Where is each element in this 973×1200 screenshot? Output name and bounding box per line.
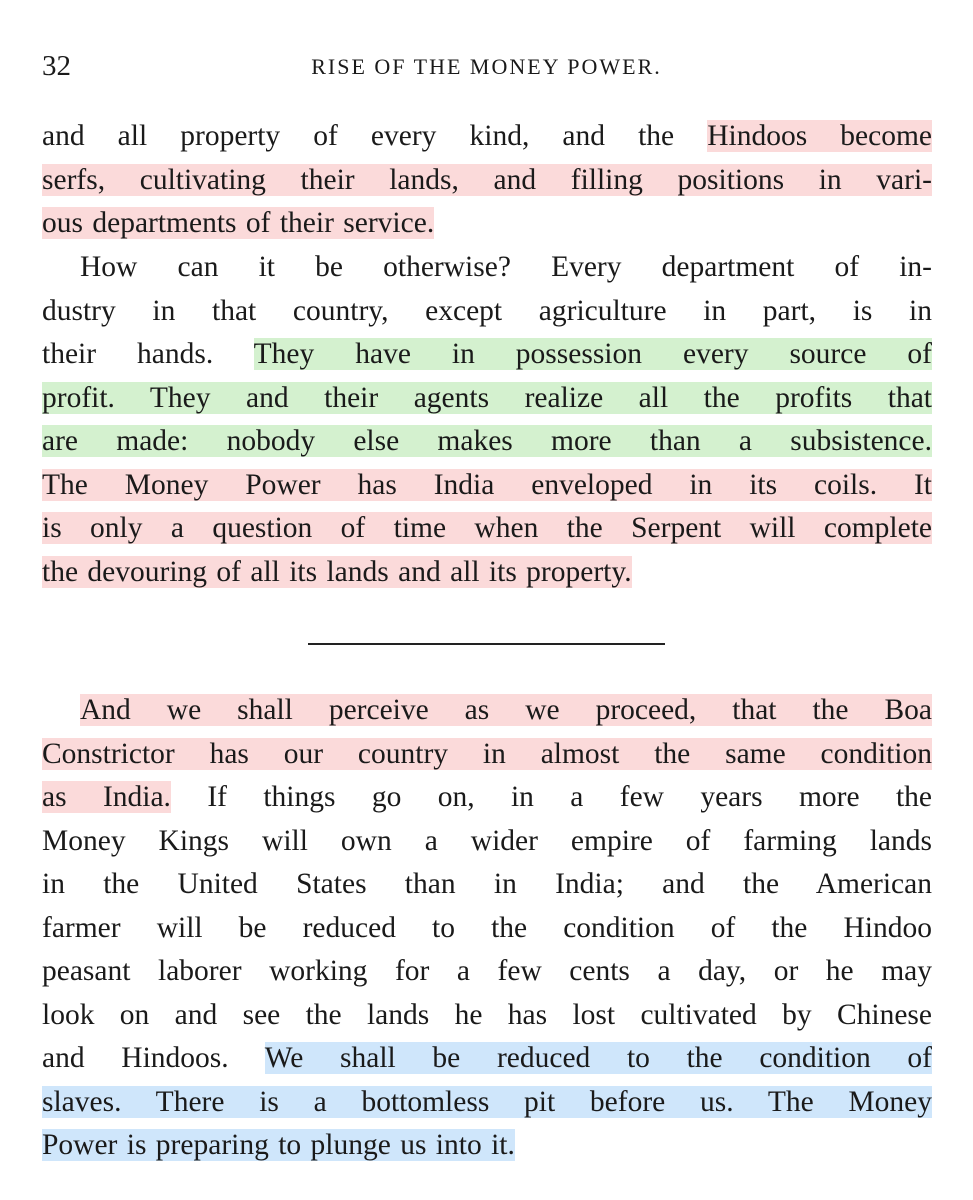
highlighted-text-blue: Power is preparing to plunge us into it.: [42, 1129, 515, 1161]
text-line: [42, 333, 932, 377]
paragraph-boa-constrictor: [42, 689, 932, 1168]
text-line: [42, 776, 932, 820]
text-line: [42, 115, 932, 159]
text-line: [42, 1081, 932, 1125]
text-line: [42, 950, 932, 994]
text-line: [42, 464, 932, 508]
text-line: [42, 377, 932, 421]
text-segment: farmer will be reduced to the condition of the Hindoo: [42, 911, 932, 944]
text-line: [42, 202, 932, 246]
highlighted-text-green: are made: nobody else makes more than a subsistence.: [42, 425, 932, 457]
text-line: [42, 1037, 932, 1081]
highlighted-text-red: The Money Power has India enveloped in its coils. It: [42, 468, 932, 501]
text-segment: and Hindoos.: [42, 1042, 265, 1074]
highlighted-text-green: profit. They and their agents realize all the profits that: [42, 381, 932, 414]
text-line: [42, 863, 932, 907]
text-line: [42, 994, 932, 1038]
text-segment: peasant laborer working for a few cents a day, or he may: [42, 955, 932, 987]
text-line: [42, 1124, 932, 1168]
paragraph-how-can-it-be: [42, 246, 932, 594]
text-segment: in the United States than in India; and the American: [42, 868, 932, 900]
text-line: [42, 159, 932, 203]
text-line: [42, 820, 932, 864]
highlighted-text-red: is only a question of time when the Serpent will complete: [42, 512, 932, 544]
running-title: RISE OF THE MONEY POWER.: [311, 54, 662, 79]
highlighted-text-blue: slaves. There is a bottomless pit before us. The Money: [42, 1085, 932, 1118]
highlighted-text-red: Constrictor has our country in almost the same condition: [42, 737, 932, 770]
text-line: [42, 246, 932, 290]
text-segment: How can it be otherwise? Every department of in-: [80, 251, 932, 283]
section-divider: [308, 643, 665, 645]
highlighted-text-red: the devouring of all its lands and all its property.: [42, 555, 632, 588]
page-number: 32: [42, 50, 71, 82]
text-line: [42, 551, 932, 595]
paragraph-continuation: [42, 115, 932, 246]
text-line: [42, 689, 932, 733]
highlighted-text-green: They have in possession every source of: [253, 338, 932, 370]
highlighted-text-red: as India.: [42, 781, 171, 813]
text-segment: look on and see the lands he has lost cultivated by Chinese: [42, 998, 932, 1031]
text-line: [42, 733, 932, 777]
highlighted-text-red: ous departments of their service.: [42, 207, 435, 239]
text-segment: dustry in that country, except agriculture in part, is in: [42, 294, 932, 327]
highlighted-text-red: serfs, cultivating their lands, and filling positions in vari-: [42, 163, 932, 196]
page-header: [42, 50, 931, 86]
text-segment: and all property of every kind, and the: [42, 120, 708, 152]
text-line: [42, 907, 932, 951]
text-line: [42, 507, 932, 551]
text-line: [42, 420, 932, 464]
highlighted-text-red: Hindoos become: [707, 120, 932, 152]
highlighted-text-blue: We shall be reduced to the condition of: [264, 1042, 933, 1074]
highlighted-text-red: And we shall perceive as we proceed, that the Boa: [80, 694, 932, 726]
text-segment: If things go on, in a few years more the: [170, 781, 932, 813]
text-segment: their hands.: [42, 338, 254, 370]
text-line: [42, 290, 932, 334]
text-segment: Money Kings will own a wider empire of farming lands: [42, 824, 932, 857]
